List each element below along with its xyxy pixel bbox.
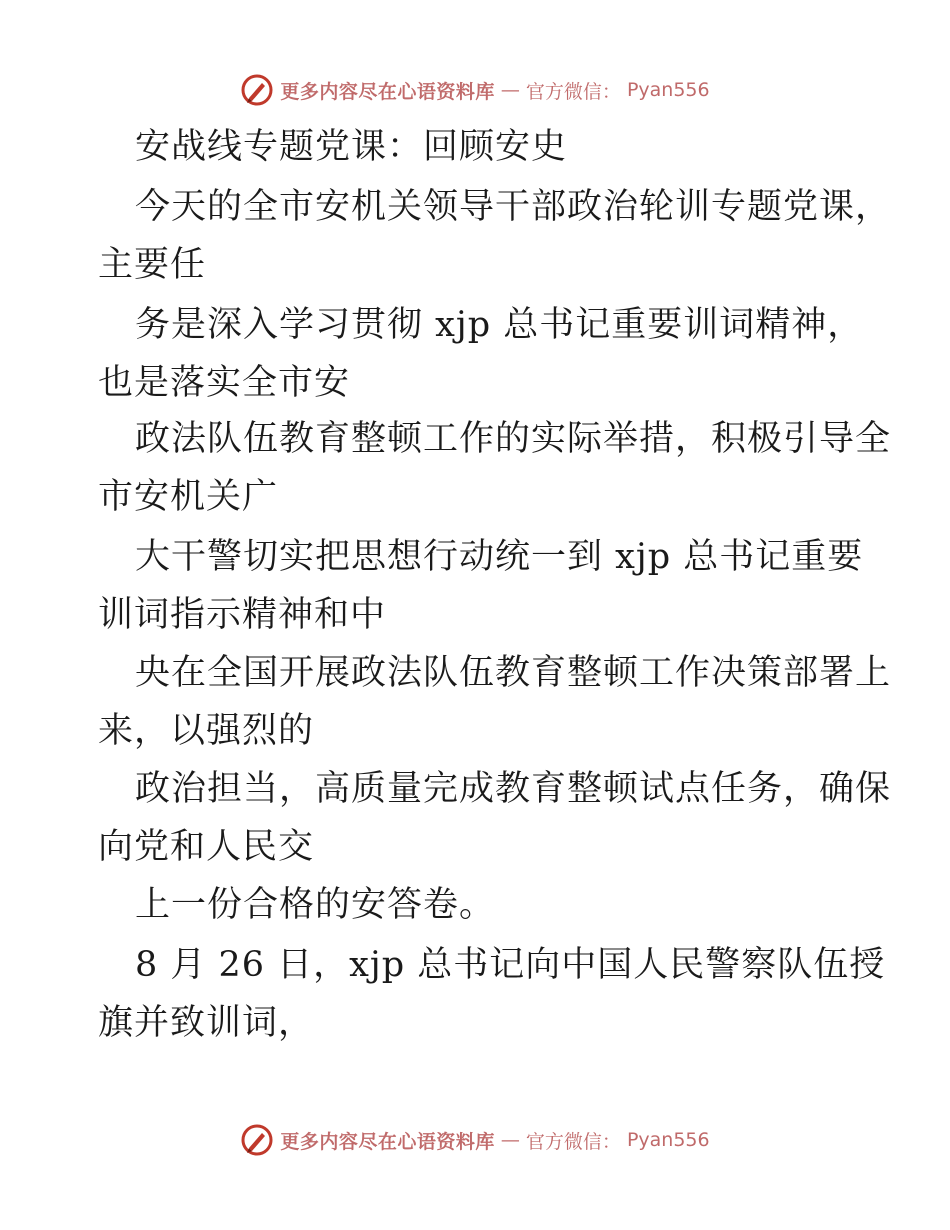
wechat-label: 官方微信： [525, 80, 621, 103]
paragraph-line: 主要任 [98, 245, 207, 285]
paragraph-line: 政治担当，高质量完成教育整顿试点任务，确保 [135, 769, 892, 809]
pen-logo-icon [240, 73, 274, 107]
wechat-id: Pyan556 [626, 1129, 710, 1151]
paragraph-line: 大干警切实把思想行动统一到 xjp 总书记重要 [135, 537, 864, 577]
paragraph-line: 市安机关广 [98, 477, 279, 517]
header-banner [0, 70, 950, 110]
document-title: 安战线专题党课：回顾安史 [135, 127, 568, 167]
banner-slogan: 更多内容尽在心语资料库 [280, 80, 495, 103]
paragraph-line: 上一份合格的安答卷。 [135, 885, 496, 925]
paragraph-line: 旗并致训词， [98, 1003, 315, 1043]
paragraph-line: 政法队伍教育整顿工作的实际举措，积极引导全 [135, 419, 892, 459]
paragraph-line: 8 月 26 日，xjp 总书记向中国人民警察队伍授 [135, 945, 886, 985]
paragraph-line: 务是深入学习贯彻 xjp 总书记重要训词精神， [135, 305, 864, 345]
wechat-label: 官方微信： [525, 1130, 621, 1153]
banner-slogan: 更多内容尽在心语资料库 [280, 1130, 495, 1153]
paragraph-line: 向党和人民交 [98, 827, 315, 867]
banner-dash: — [500, 79, 520, 101]
paragraph-line: 今天的全市安机关领导干部政治轮训专题党课， [135, 187, 892, 227]
paragraph-line: 来，以强烈的 [98, 711, 315, 751]
paragraph-line: 也是落实全市安 [98, 363, 351, 403]
paragraph-line: 训词指示精神和中 [98, 595, 387, 635]
pen-logo-icon [240, 1123, 274, 1157]
wechat-id: Pyan556 [626, 79, 710, 101]
banner-dash: — [500, 1129, 520, 1151]
paragraph-line: 央在全国开展政法队伍教育整顿工作决策部署上 [135, 653, 892, 693]
footer-banner [0, 1120, 950, 1160]
